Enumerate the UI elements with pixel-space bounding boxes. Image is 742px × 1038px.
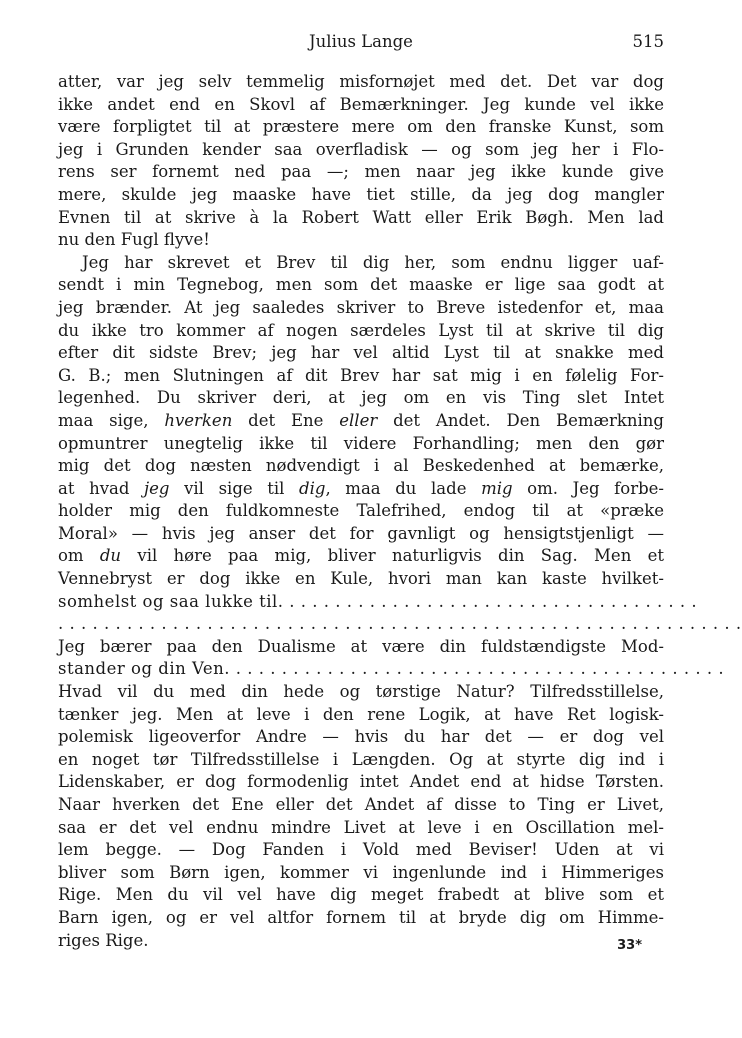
text-line: maa sige, hverken det Ene eller det Andet. Den Bemærkning (58, 410, 664, 430)
text-line: om du vil høre paa mig, bliver naturligvis din Sag. Men et (58, 546, 664, 566)
running-header (58, 28, 664, 58)
text-line: bliver som Børn igen, kommer vi ingenlunde ind i Himmeriges (58, 862, 664, 882)
text-line: efter dit sidste Brev; jeg har vel altid Lyst til at snakke med (58, 343, 664, 363)
text-line: du ikke tro kommer af nogen særdeles Lyst til at skrive til dig (58, 320, 664, 340)
text-line: mere, skulde jeg maaske have tiet stille, da jeg dog mangler (58, 184, 664, 204)
text-line: nu den Fugl flyve! (58, 230, 210, 250)
text-line: Lidenskaber, er dog formodenlig intet Andet end at hidse Tørsten. (58, 772, 664, 792)
text-line: lem begge. — Dog Fanden i Vold med Beviser! Uden at vi (58, 840, 664, 860)
text-line: tænker jeg. Men at leve i den rene Logik, at have Ret logisk- (58, 704, 664, 724)
text-line: Naar hverken det Ene eller det Andet af disse to Ting er Livet, (58, 795, 664, 814)
text-line: jeg brænder. At jeg saaledes skriver to Breve istedenfor et, maa (58, 297, 664, 317)
text-line: at hvad jeg vil sige til dig, maa du lade mig om. Jeg forbe- (58, 478, 664, 498)
text-line: holder mig den fuldkomneste Talefrihed, endog til at «præke (58, 501, 664, 521)
text-line: riges Rige. (58, 930, 149, 950)
text-line: ikke andet end en Skovl af Bemærkninger. Jeg kunde vel ikke (58, 94, 664, 114)
text-line: mig det dog næsten nødvendigt i al Beskedenhed at bemærke, (58, 456, 664, 476)
text-line: Jeg har skrevet et Brev til dig her, som endnu ligger uaf- (82, 252, 664, 272)
text-line: saa er det vel endnu mindre Livet at leve i en Oscillation mel- (58, 817, 664, 837)
text-line: Barn igen, og er vel altfor fornem til at bryde dig om Himme- (58, 907, 664, 927)
body-text (58, 71, 742, 952)
text-line: en noget tør Tilfredsstillelse i Længden. Og at styrte dig ind i (58, 749, 664, 769)
text-line: jeg i Grunden kender saa overfladisk — og som jeg her i Flo- (58, 139, 664, 159)
text-line: Jeg bærer paa den Dualisme at være din fuldstændigste Mod- (58, 636, 664, 656)
book-page (58, 28, 742, 952)
text-line: sendt i min Tegnebog, men som det maaske er lige saa godt at (58, 275, 664, 295)
signature-mark: 33* (617, 938, 642, 953)
text-line: stander og din Ven. . . . . . . . . . . . . . . . . . . . . . . . . . . . . . . . . . . . . . . . . . . . (58, 659, 725, 679)
text-line: være forpligtet til at præstere mere om den franske Kunst, som (58, 117, 664, 137)
text-line: rens ser fornemt ned paa —; men naar jeg ikke kunde give (58, 162, 664, 182)
running-title: Julius Lange (309, 32, 413, 51)
text-line: G. B.; men Slutningen af dit Brev har sat mig i en følelig For- (58, 365, 664, 385)
text-line: Hvad vil du med din hede og tørstige Natur? Tilfredsstillelse, (58, 682, 664, 702)
text-line: Rige. Men du vil vel have dig meget frabedt at blive som et (58, 885, 664, 905)
text-line: somhelst og saa lukke til. . . . . . . . . . . . . . . . . . . . . . . . . . . . . . . . . . . . . (58, 591, 698, 611)
text-line: . . . . . . . . . . . . . . . . . . . . . . . . . . . . . . . . . . . . . . . . . . . . . . . . . . . . . . . . . . . . (58, 614, 742, 634)
text-line: atter, var jeg selv temmelig misfornøjet med det. Det var dog (58, 72, 664, 91)
text-line: Evnen til at skrive à la Robert Watt eller Erik Bøgh. Men lad (58, 207, 664, 227)
text-line: legenhed. Du skriver deri, at jeg om en vis Ting slet Intet (58, 388, 664, 408)
text-line: polemisk ligeoverfor Andre — hvis du har det — er dog vel (58, 727, 664, 747)
text-line: Moral» — hvis jeg anser det for gavnligt og hensigtstjenligt — (58, 523, 664, 543)
page-number: 515 (632, 32, 664, 51)
text-line: Vennebryst er dog ikke en Kule, hvori man kan kaste hvilket- (58, 569, 664, 589)
text-line: opmuntrer unegtelig ikke til videre Forhandling; men den gør (58, 433, 664, 453)
